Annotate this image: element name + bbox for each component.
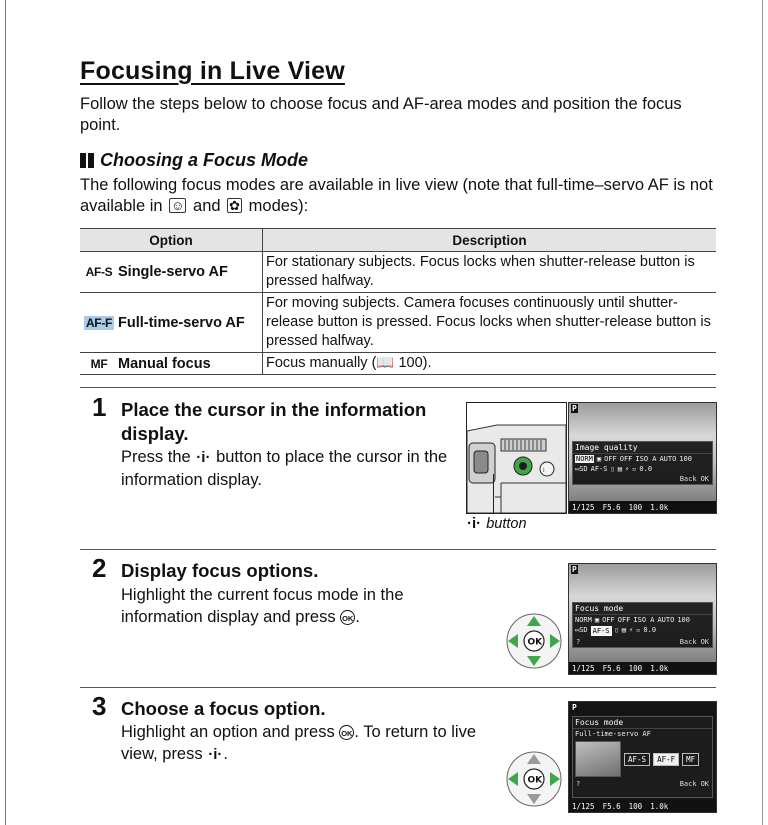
svg-text:i: i [543,467,545,474]
table-row [80,252,716,293]
step-2-body [121,584,451,628]
panel-footer: Back OK [679,475,709,483]
multi-selector-icon [504,612,564,670]
camera-drawing [467,403,566,513]
status-bar: 1/125 F5.6 100 1.0k [569,662,716,674]
option-abbr: MF [90,356,108,371]
option-name: Full-time-servo AF [118,314,245,331]
description-cell: For moving subjects. Camera focuses continuously until shutter-release button is pressed. Focus locks when shutter-release button is pressed halfway. [263,293,717,353]
description-cell: Focus manually (📖 100). [263,353,717,375]
ok-button-icon: OK [339,725,354,740]
step-1-body-a: Press the [121,448,191,466]
shooting-mode-indicator: P [572,565,577,574]
option-name: Single-servo AF [118,264,228,280]
lead-and: and [193,197,221,215]
page-edge-right [762,0,763,825]
option-af-s[interactable]: AF-S [624,753,650,766]
table-header-row [80,229,716,252]
option-cell [80,293,263,353]
panel-footer: ? Back OK [576,638,709,646]
header-description: Description [263,229,717,252]
step-2-body-b: . [355,608,360,626]
lcd-screen-1 [568,402,717,514]
camera-back-illustration [466,402,567,514]
table-row [80,293,716,353]
svg-text:OK: OK [527,637,543,648]
focus-mode-cursor: AF-S [592,627,610,635]
step-2-heading: Display focus options. [121,560,319,581]
lcd-screen-3 [568,701,717,813]
info-display-panel [572,441,713,485]
step-1-heading: Place the cursor in the information display. [121,399,427,444]
info-display-panel [572,602,713,648]
section-heading-text: Choosing a Focus Mode [100,150,309,170]
step-3-body-b: . To return to live view, press [121,723,476,763]
caption-text: button [486,516,527,532]
intro-paragraph: Follow the steps below to choose focus and AF-area modes and position the focus point. [80,95,682,134]
option-mf[interactable]: MF [682,753,699,766]
preview-thumbnail [575,741,621,777]
lead-text-2: modes): [248,197,309,215]
panel-title: Focus mode [573,717,712,729]
option-cell [80,353,263,375]
step-3-body-c: . [223,745,228,763]
table-row [80,353,716,375]
option-abbr: AF-S [85,265,113,279]
option-af-f[interactable]: AF-F [653,753,679,766]
step-1-body [121,446,461,491]
callout-line [493,474,494,514]
focus-mode-table [80,228,716,375]
step-1-body-b: button to place the cursor in the information display. [121,448,448,489]
page-title: Focusing in Live View [80,57,345,85]
info-button-icon: ·i· [208,746,223,763]
option-abbr-highlighted: AF-F [85,315,113,330]
status-bar: 1/125 F5.6 100 1.0k [569,501,716,513]
focus-mode-subtitle: Full-time-servo AF [575,730,651,738]
info-row-1: NORM ▣ OFF OFF ISO A AUTO 100 [576,455,692,463]
option-name: Manual focus [118,355,211,372]
scene-mode-icon: ✿ [229,198,241,213]
step-3-number: 3 [92,691,107,721]
step-2-body-a: Highlight the current focus mode in the information display and press [121,586,404,626]
lcd-screen-2 [568,563,717,675]
header-option: Option [80,229,263,252]
panel-title: Image quality [573,442,712,454]
info-button-caption [466,515,527,532]
lead-text-1: The following focus modes are available in live view (note that full-time–servo AF is not available in [80,176,713,215]
info-row-1: NORM ▣ OFF OFF ISO A AUTO 100 [575,616,690,624]
step-3-rule [80,687,716,688]
panel-footer: ? Back OK [576,780,709,788]
section-heading [80,150,308,171]
step-1-rule [80,387,716,388]
ok-button-icon: OK [340,610,355,625]
panel-title: Focus mode [573,603,712,615]
step-1-number: 1 [92,392,107,422]
svg-text:OK: OK [527,775,543,786]
status-bar: 1/125 F5.6 100 1.0k [569,800,716,812]
step-2-number: 2 [92,553,107,583]
step-3-body [121,721,496,766]
page-edge-left [5,0,6,825]
info-button-icon: ·i· [467,515,482,532]
info-row-2: ▭SD AF-S ▯ ▤ ⚡ ▫ 0.0 [575,626,657,635]
shooting-mode-indicator: P [572,404,577,413]
option-cell [80,252,263,293]
section-marker-icon [80,153,94,168]
section-lead [80,175,720,217]
focus-options-row [573,739,712,779]
step-2-rule [80,549,716,550]
effects-mode-icon: ☺ [171,198,185,213]
shooting-mode-indicator: P [572,703,577,712]
info-row-2: ▭SD AF-S ▯ ▤ ⚡ ▫ 0.0 [575,465,653,473]
focus-mode-panel [572,716,713,798]
step-3-heading: Choose a focus option. [121,698,326,719]
step-3-body-a: Highlight an option and press [121,723,335,741]
info-button-icon: ·i· [196,449,211,466]
description-cell: For stationary subjects. Focus locks when shutter-release button is pressed halfway. [263,252,717,293]
multi-selector-icon [504,750,564,808]
